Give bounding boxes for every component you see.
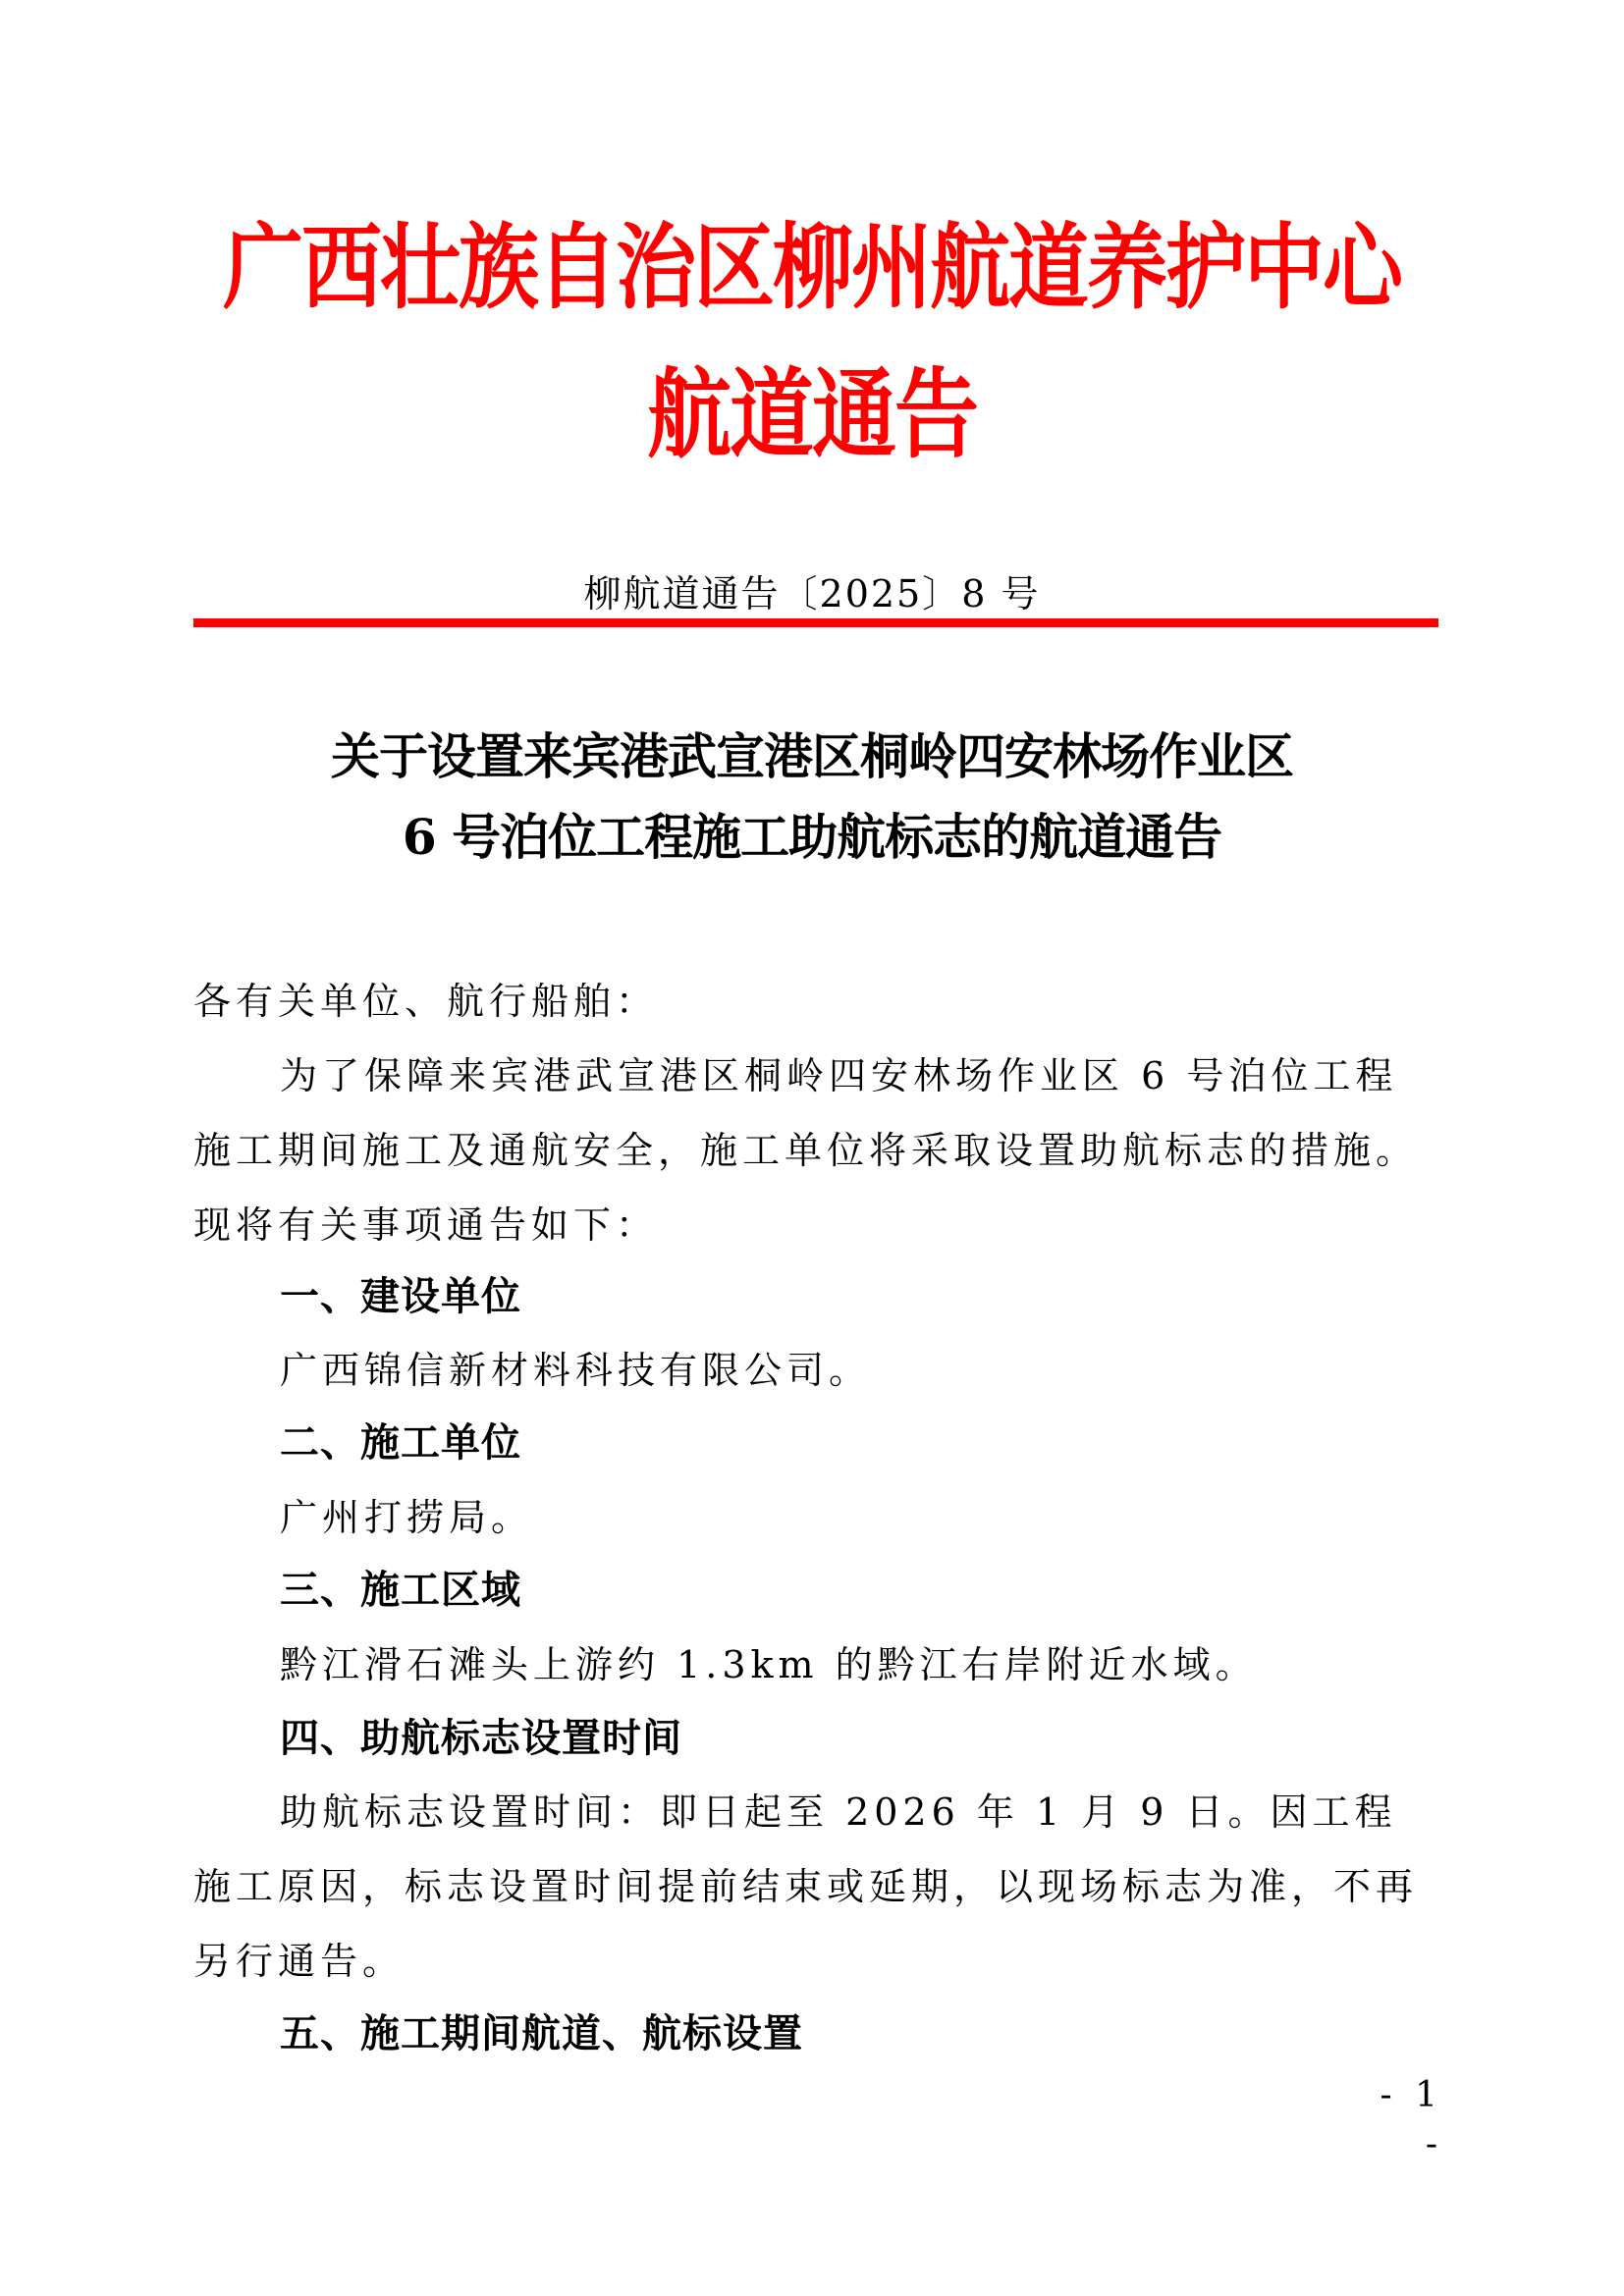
notice-headline-line-1: 关于设置来宾港武宣港区桐岭四安林场作业区 — [331, 727, 1293, 785]
section-content-construction-owner: 广西锦信新材料科技有限公司。 — [280, 1349, 872, 1392]
document-type-title: 航道通告 — [647, 357, 977, 472]
issuing-organization-title: 广西壮族自治区柳州航道养护中心 — [222, 213, 1401, 323]
notice-headline-line-2: 6 号泊位工程施工助航标志的航道通告 — [402, 808, 1222, 866]
document-number: 柳航道通告〔2025〕8 号 — [583, 572, 1041, 615]
red-divider-rule — [193, 618, 1438, 627]
page-number: - 1 - — [1380, 2075, 1443, 2164]
section-content-marker-time: 助航标志设置时间：即日起至 2026 年 1 月 9 日。因工程施工原因，标志设置时间提前结束或延期，以现场标志为准，不再另行通告。 — [193, 1790, 1419, 1983]
intro-paragraph: 为了保障来宾港武宣港区桐岭四安林场作业区 6 号泊位工程施工期间施工及通航安全，施工单位将采取设置助航标志的措施。现将有关事项通告如下： — [193, 1054, 1419, 1247]
section-content-construction-area: 黔江滑石滩头上游约 1.3km 的黔江右岸附近水域。 — [280, 1643, 1258, 1686]
section-heading-marker-time: 四、助航标志设置时间 — [280, 1716, 682, 1761]
section-heading-construction-owner: 一、建设单位 — [280, 1274, 521, 1319]
salutation: 各有关单位、航行船舶： — [193, 980, 659, 1023]
section-heading-construction-area: 三、施工区域 — [280, 1568, 521, 1613]
section-heading-contractor: 二、施工单位 — [280, 1420, 521, 1466]
section-content-contractor: 广州打捞局。 — [280, 1496, 534, 1539]
section-heading-channel-markers: 五、施工期间航道、航标设置 — [280, 2011, 803, 2056]
